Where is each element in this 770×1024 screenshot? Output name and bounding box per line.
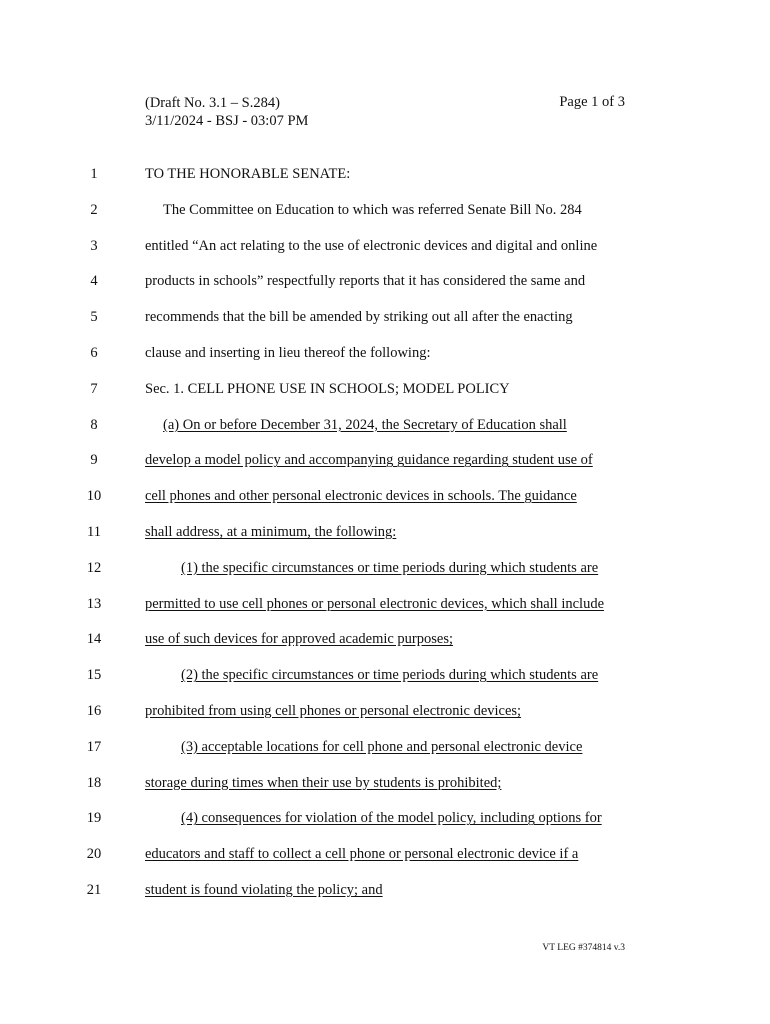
text-line: [0, 202, 770, 222]
line-number: 5: [90, 309, 98, 326]
draft-number: (Draft No. 3.1 – S.284): [145, 95, 280, 111]
line-number: 13: [86, 595, 102, 612]
text-line: [0, 560, 770, 580]
line-number: 7: [90, 380, 98, 397]
text-line: [0, 166, 770, 186]
text-line: [0, 345, 770, 365]
line-number: 17: [86, 738, 102, 755]
line-number: 10: [86, 488, 102, 505]
line-number: 4: [90, 273, 98, 290]
line-text: (a) On or before December 31, 2024, the Secretary of Education shall: [163, 416, 567, 433]
line-text: permitted to use cell phones or personal electronic devices, which shall include: [145, 595, 605, 612]
line-text: (3) acceptable locations for cell phone and personal electronic device: [181, 738, 583, 755]
line-number: 8: [90, 416, 98, 433]
text-line: [0, 775, 770, 795]
line-text: educators and staff to collect a cell phone or personal electronic device if a: [145, 846, 579, 863]
text-line: [0, 488, 770, 508]
line-text: clause and inserting in lieu thereof the following:: [145, 345, 431, 361]
text-line: [0, 596, 770, 616]
text-line: [0, 309, 770, 329]
line-number: 6: [90, 345, 98, 361]
line-number: 3: [90, 237, 98, 254]
line-number: 1: [90, 166, 98, 182]
line-number: 2: [90, 201, 98, 218]
line-text: entitled “An act relating to the use of electronic devices and digital and online: [145, 237, 598, 254]
text-line: [0, 631, 770, 651]
text-line: [0, 667, 770, 687]
line-number: 9: [90, 452, 98, 469]
line-text: products in schools” respectfully reports that it has considered the same and: [145, 273, 586, 290]
page-number: Page 1 of 3: [559, 94, 625, 110]
line-number: 14: [86, 631, 102, 648]
draft-date: 3/11/2024 - BSJ - 03:07 PM: [145, 113, 309, 129]
text-line: [0, 381, 770, 401]
line-number: 11: [87, 524, 101, 540]
text-line: [0, 810, 770, 830]
text-line: [0, 524, 770, 544]
line-text: Sec. 1. CELL PHONE USE IN SCHOOLS; MODEL POLICY: [145, 380, 510, 397]
line-text: recommends that the bill be amended by striking out all after the enacting: [145, 309, 573, 326]
line-text: use of such devices for approved academic purposes;: [145, 631, 454, 648]
text-line: [0, 882, 770, 902]
text-line: [0, 452, 770, 472]
line-number: 21: [86, 882, 102, 898]
text-line: [0, 846, 770, 866]
line-text: TO THE HONORABLE SENATE:: [145, 166, 351, 182]
text-line: [0, 273, 770, 293]
document-footer: VT LEG #374814 v.3: [542, 943, 625, 953]
draft-info: [145, 94, 308, 130]
text-line: [0, 417, 770, 437]
line-number: 15: [86, 667, 102, 684]
line-number: 18: [86, 774, 102, 791]
line-text: cell phones and other personal electronic devices in schools. The guidance: [145, 488, 577, 505]
line-text: (2) the specific circumstances or time periods during which students are: [181, 667, 599, 684]
line-text: prohibited from using cell phones or personal electronic devices;: [145, 703, 522, 719]
line-text: shall address, at a minimum, the following:: [145, 524, 397, 540]
line-number: 20: [86, 846, 102, 863]
text-line: [0, 238, 770, 258]
line-number: 16: [86, 703, 102, 719]
line-text: (1) the specific circumstances or time periods during which students are: [181, 559, 599, 576]
text-line: [0, 739, 770, 759]
text-line: [0, 703, 770, 723]
line-number: 19: [86, 810, 102, 827]
line-text: storage during times when their use by students is prohibited;: [145, 774, 502, 791]
line-text: develop a model policy and accompanying guidance regarding student use of: [145, 452, 593, 469]
line-text: The Committee on Education to which was referred Senate Bill No. 284: [163, 201, 582, 218]
line-text: student is found violating the policy; and: [145, 882, 383, 898]
line-number: 12: [86, 559, 102, 576]
line-text: (4) consequences for violation of the model policy, including options for: [181, 810, 602, 827]
